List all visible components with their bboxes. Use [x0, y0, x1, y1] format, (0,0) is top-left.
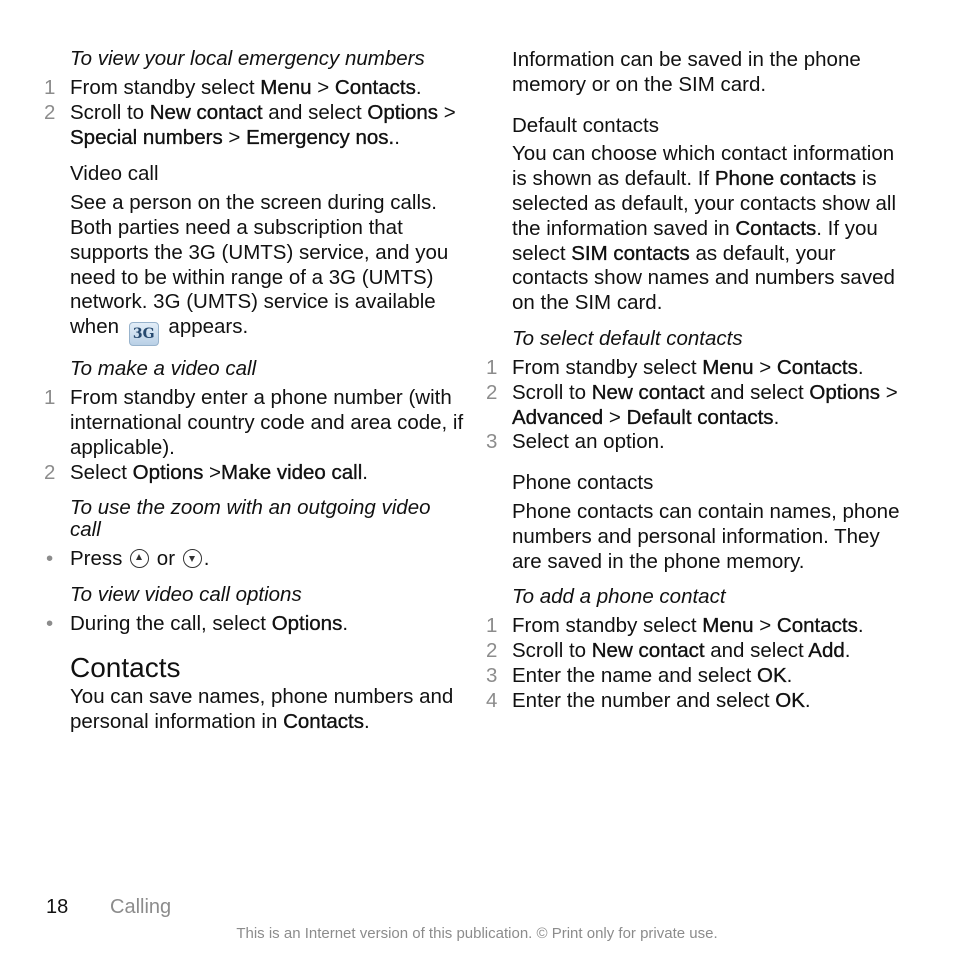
- video-call-options-steps: [44, 612, 464, 637]
- list-item: [486, 430, 906, 455]
- emergency-steps: [44, 76, 464, 150]
- left-column: [44, 48, 464, 735]
- step-text: Select an option.: [512, 430, 665, 454]
- add-contact-steps: [486, 614, 906, 713]
- default-contacts-description: [512, 142, 906, 316]
- step-text: and select: [704, 639, 809, 663]
- menu-term: SIM contacts: [571, 241, 690, 265]
- step-text: Scroll to: [512, 639, 592, 663]
- menu-term: Contacts: [735, 216, 817, 240]
- list-item: [486, 614, 906, 639]
- step-text: or: [151, 547, 181, 571]
- list-item: [486, 639, 906, 664]
- step-text: From standby select: [512, 355, 703, 379]
- navigation-key-down-icon: [183, 549, 202, 568]
- list-item: [44, 386, 464, 460]
- list-item: [44, 101, 464, 151]
- storage-intro: Information can be saved in the phone memory or on the SIM card.: [512, 48, 861, 96]
- select-default-steps: [486, 356, 906, 455]
- bullet: •: [46, 612, 54, 636]
- menu-term: Menu: [260, 76, 312, 99]
- emergency-numbers-heading: To view your local emergency numbers: [70, 47, 425, 70]
- list-item: [44, 461, 464, 486]
- step-text: Enter the number and select: [512, 688, 776, 712]
- paragraph-text: is selected as default, your contacts show all the information saved in: [512, 167, 897, 240]
- step-number: 3: [486, 663, 498, 687]
- section-name: Calling: [110, 896, 172, 918]
- menu-term: Contacts: [334, 76, 416, 99]
- step-text: and select: [704, 380, 810, 404]
- step-text: and select: [262, 100, 368, 124]
- right-column: [486, 48, 906, 714]
- step-number: 2: [486, 639, 498, 663]
- menu-term: Contacts: [776, 355, 858, 379]
- step-text: .: [786, 663, 793, 687]
- menu-term: Menu: [702, 355, 754, 379]
- menu-term: OK: [757, 663, 787, 687]
- video-call-heading: Video call: [70, 162, 159, 186]
- step-text: From standby enter a phone number (with international country code and area code, if applicable).: [70, 386, 464, 459]
- menu-term: Menu: [702, 614, 754, 638]
- step-number: 1: [44, 386, 56, 410]
- phone-contacts-heading: Phone contacts: [512, 471, 654, 495]
- contacts-description: [70, 685, 464, 735]
- paragraph-text: . If you select: [512, 216, 878, 265]
- page-number: 18: [46, 896, 69, 918]
- menu-term: Contacts: [776, 614, 858, 638]
- step-text: >: [753, 355, 777, 379]
- menu-term: New contact: [591, 639, 705, 663]
- menu-term: Make video call: [221, 460, 363, 484]
- menu-term: Options: [132, 460, 204, 484]
- list-item: [44, 76, 464, 101]
- add-phone-contact-heading: To add a phone contact: [512, 585, 726, 609]
- step-number: 2: [44, 100, 56, 124]
- list-item: [486, 689, 906, 714]
- paragraph-text: See a person on the screen during calls. Both parties need a subscription that supports the 3G (UMTS) service, and you need to be within range of a 3G (UMTS) network. 3G (UMTS) service is available when: [70, 191, 449, 339]
- make-video-call-heading: To make a video call: [70, 357, 257, 381]
- step-text: .: [203, 547, 210, 571]
- step-text: >: [753, 614, 777, 638]
- make-video-call-steps: [44, 386, 464, 485]
- step-text: .: [857, 614, 864, 638]
- navigation-key-up-icon: [130, 549, 149, 568]
- contacts-heading: Contacts: [70, 651, 181, 683]
- paragraph-text: .: [364, 709, 370, 733]
- step-number: 2: [44, 460, 56, 484]
- step-text: Scroll to: [512, 380, 592, 404]
- zoom-heading: To use the zoom with an outgoing video call: [70, 496, 431, 542]
- step-text: >: [222, 125, 247, 149]
- paragraph-text: appears.: [168, 315, 249, 339]
- step-text: .: [844, 639, 851, 663]
- step-text: Select: [70, 460, 133, 484]
- paragraph-text: as default, your contacts show names and numbers saved on the SIM card.: [512, 241, 895, 315]
- step-number: 1: [44, 76, 56, 99]
- step-text: .: [362, 460, 368, 484]
- menu-term: Options: [271, 612, 343, 636]
- bullet: •: [46, 547, 54, 571]
- step-text: >: [880, 380, 898, 404]
- step-number: 1: [486, 614, 498, 638]
- step-text: .: [415, 76, 422, 99]
- list-item: [44, 547, 464, 572]
- step-number: 4: [486, 688, 498, 712]
- phone-contacts-description: Phone contacts can contain names, phone numbers and personal information. They are saved in the phone memory.: [512, 499, 900, 573]
- menu-term: OK: [775, 688, 805, 712]
- copyright-notice: This is an Internet version of this publication. © Print only for private use.: [236, 925, 718, 942]
- menu-term: Phone contacts: [714, 167, 857, 191]
- list-item: [486, 664, 906, 689]
- menu-term: New contact: [591, 380, 705, 404]
- paragraph-text: You can choose which contact information is shown as default. If: [512, 142, 895, 191]
- list-item: [44, 612, 464, 637]
- step-number: 2: [486, 380, 498, 404]
- 3g-network-icon: 3G: [129, 322, 159, 346]
- step-text: .: [857, 355, 864, 379]
- step-text: .: [394, 125, 400, 149]
- menu-term: New contact: [149, 100, 263, 124]
- step-text: Enter the name and select: [512, 663, 758, 687]
- video-call-description: [70, 191, 464, 346]
- paragraph-text: You can save names, phone numbers and personal information in: [70, 684, 454, 733]
- step-text: From standby select: [70, 76, 261, 99]
- menu-term: Add: [808, 639, 845, 663]
- step-text: Press: [70, 547, 129, 571]
- video-call-options-heading: To view video call options: [70, 583, 302, 607]
- step-text: .: [342, 612, 349, 636]
- step-text: Scroll to: [70, 100, 150, 124]
- menu-term: Options: [367, 100, 439, 124]
- step-text: During the call, select: [70, 612, 272, 636]
- menu-term: Options: [809, 380, 881, 404]
- step-text: >: [203, 460, 221, 484]
- menu-term: Contacts: [283, 709, 364, 733]
- zoom-steps: [44, 547, 464, 572]
- step-text: >: [311, 76, 335, 99]
- step-text: From standby select: [512, 614, 703, 638]
- menu-term: Advanced: [512, 405, 604, 429]
- menu-term: Emergency nos.: [246, 125, 395, 149]
- step-number: 1: [486, 355, 498, 379]
- default-contacts-heading: Default contacts: [512, 113, 659, 137]
- step-text: >: [603, 405, 627, 429]
- list-item: [486, 381, 906, 431]
- step-text: >: [438, 100, 456, 124]
- select-default-contacts-heading: To select default contacts: [512, 326, 743, 350]
- step-text: .: [804, 688, 811, 712]
- list-item: [486, 356, 906, 381]
- step-text: .: [773, 405, 780, 429]
- menu-term: Default contacts: [626, 405, 774, 429]
- menu-term: Special numbers: [70, 125, 223, 149]
- step-number: 3: [486, 430, 498, 454]
